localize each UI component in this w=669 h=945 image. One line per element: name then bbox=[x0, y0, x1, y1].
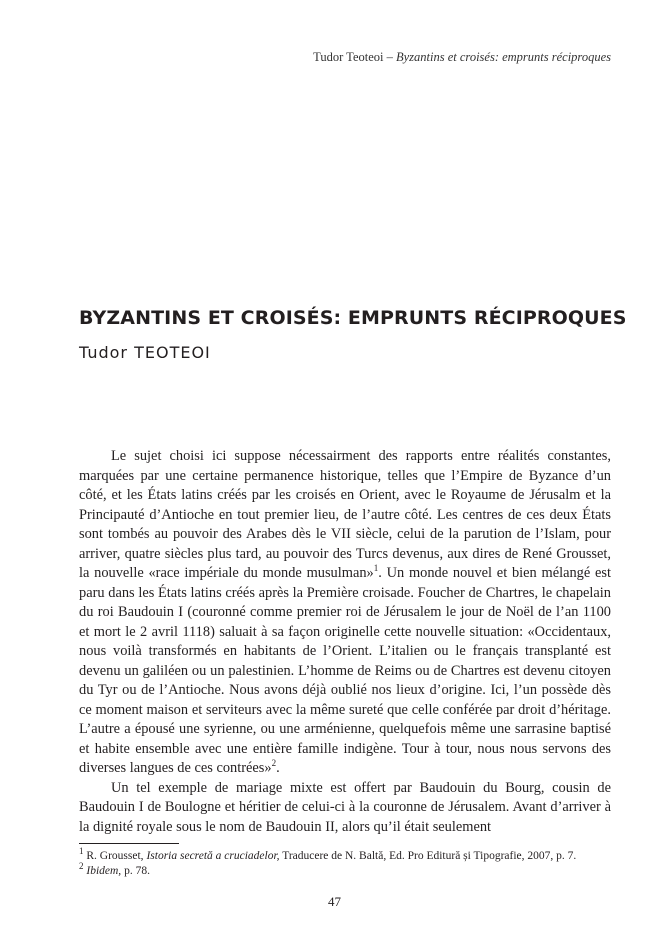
running-head-title: Byzantins et croisés: emprunts réciproques bbox=[395, 50, 611, 64]
running-head bbox=[313, 50, 611, 65]
footnote-source-title: Ibidem, bbox=[86, 865, 122, 877]
footnotes bbox=[79, 846, 611, 879]
article-body bbox=[79, 447, 611, 837]
article-author: Tudor TEOTEOI bbox=[79, 343, 211, 362]
page-number: 47 bbox=[328, 894, 341, 909]
body-paragraph bbox=[79, 447, 611, 779]
paragraph-text: Le sujet choisi ici suppose nécessairment des rapports entre réalités constantes, marquées par une certaine permanence historique, telles que l’Empire de Byzance d’un côté, et les États latins créés par les croisés en Orient, avec le Royaume de Jérusalm et la Principauté d’Antioche en tout premier lieu, de l’autre côté. Les centres de ces deux États sont tombés au pouvoir des Arabes dès le VII siècle, celui de la parution de l’Islam, pour arriver, quatre siècles plus tard, au pouvoir des Turcs devenus, aux dires de René Grousset, la nouvelle «race impériale du monde musulman» bbox=[79, 448, 611, 581]
footnote-text: Traducere de N. Baltă, Ed. Pro Editură și Tipografie, 2007, p. 7. bbox=[282, 850, 577, 862]
paragraph-text: Un tel exemple de mariage mixte est offert par Baudouin du Bourg, cousin de Baudouin I de Boulogne et héritier de celui-ci à la couronne de Jérusalem. Avant d’arriver à la dignité royale sous le nom de Baudouin II, alors qu’il était seulement bbox=[79, 779, 611, 835]
footnote-text: p. 78. bbox=[124, 865, 150, 877]
body-paragraph bbox=[79, 779, 611, 838]
paragraph-text: . bbox=[276, 760, 280, 776]
running-head-author: Tudor Teoteoi – bbox=[313, 50, 393, 64]
footnote-text: R. Grousset, bbox=[86, 850, 144, 862]
footnote-separator bbox=[79, 843, 179, 844]
footnote-ref: 1 bbox=[373, 563, 379, 574]
paragraph-text: . Un monde nouvel et bien mélangé est paru dans les États latins créés après la Première croisade. Foucher de Chartres, le chapelain du roi Baudouin I (couronné comme premier roi de Jérusalem le jour de Noël de l’an 1100 et mort le 2 avril 1118) saluait à sa façon originelle cette nouvelle situation: «Occidentaux, nous voilà transformés en habitants de l’Orient. L’italien ou le français transplanté est devenu un galiléen ou un palestinien. L’homme de Reims ou de Chartres est devenu citoyen du Tyr ou de l’Antioche. Nous avons déjà oublié nos lieux d’origine. Ici, l’un possède dès ce moment maison et serviteurs avec la même sureté que celle conférée par droit d’héritage. L’autre a épousé une syrienne, ou une arménienne, quelquefois même une sarrasine baptisé et habite ensemble avec une entière famille indigène. Tour à tour, nous nous servons des diverses langues de ces contrées» bbox=[79, 565, 611, 776]
footnote-number: 1 bbox=[79, 846, 84, 857]
footnote bbox=[79, 846, 611, 864]
footnote-source-title: Istoria secretă a cruciadelor, bbox=[146, 850, 280, 862]
footnote bbox=[79, 861, 611, 879]
footnote-ref: 2 bbox=[271, 758, 277, 769]
footnote-number: 2 bbox=[79, 861, 84, 872]
article-title: BYZANTINS ET CROISÉS: EMPRUNTS RÉCIPROQUES bbox=[79, 307, 627, 329]
